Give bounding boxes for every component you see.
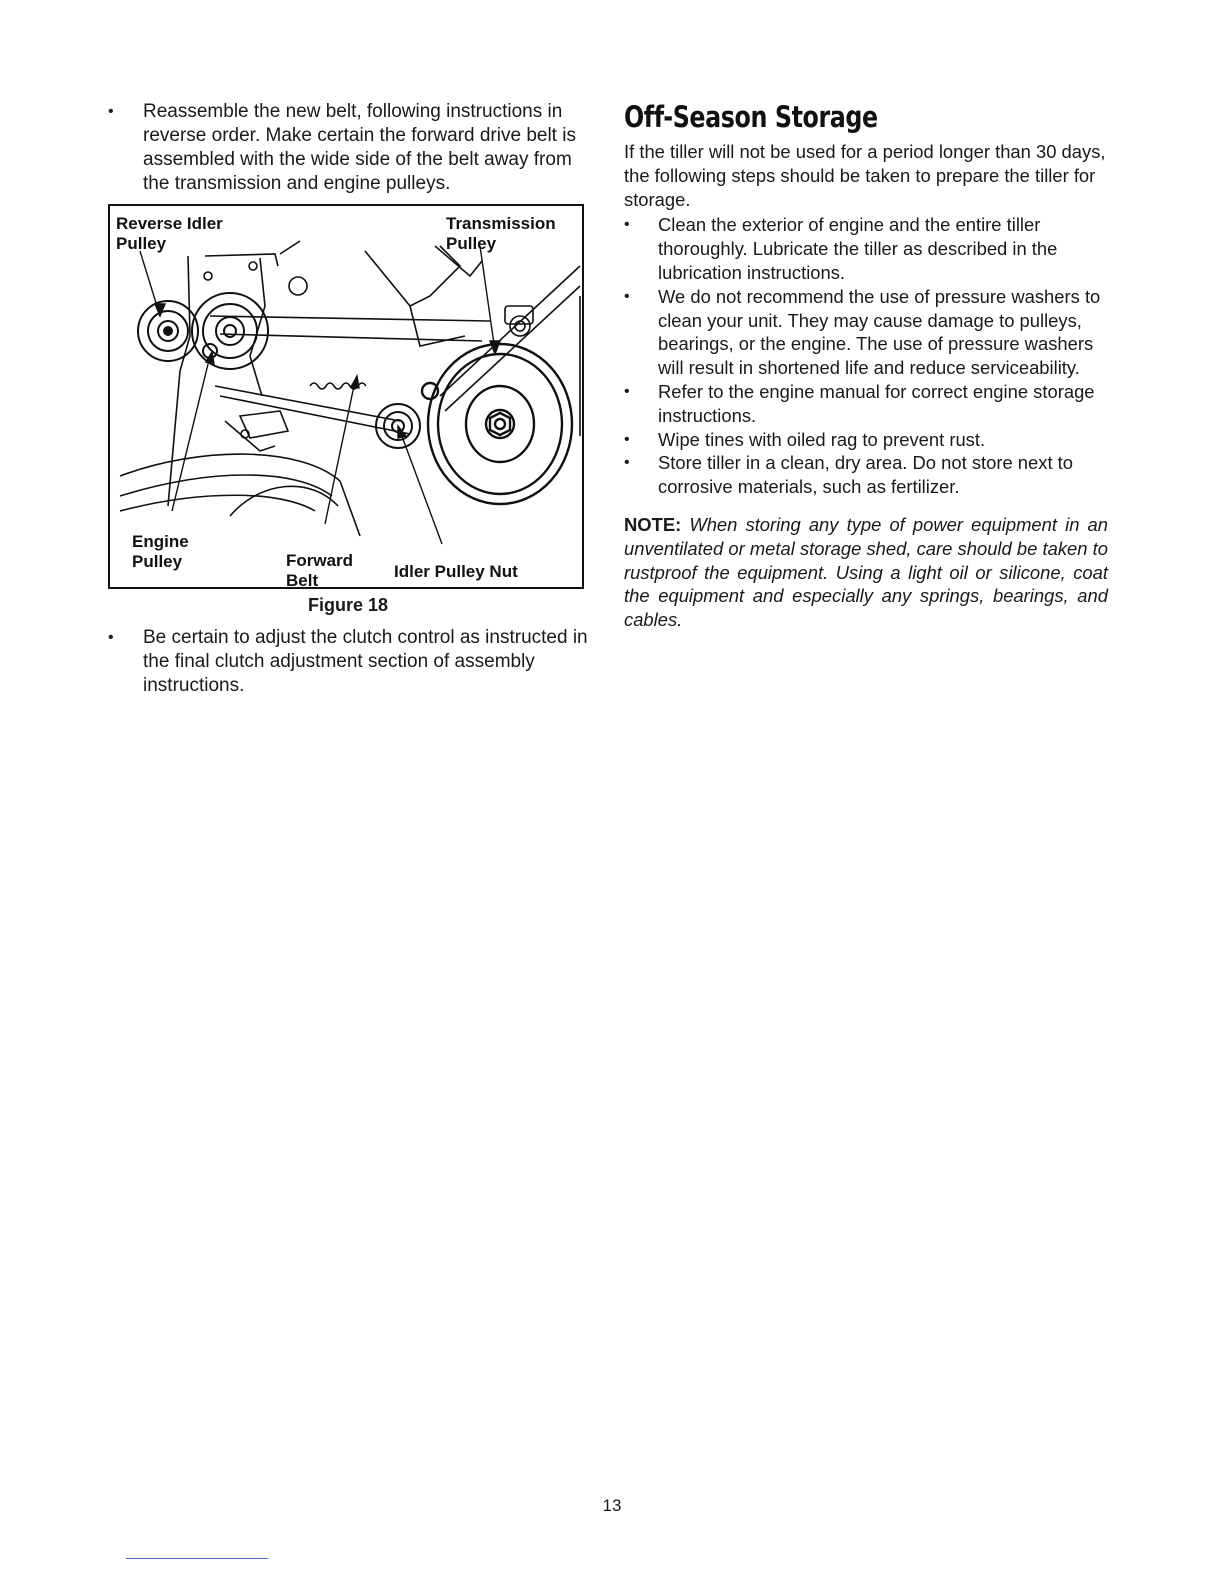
label-line: Transmission xyxy=(446,214,556,233)
storage-step: • Store tiller in a clean, dry area. Do not store next to corrosive materials, such as fertilizer. xyxy=(624,451,1108,499)
transmission-pulley xyxy=(422,344,572,504)
label-line: Engine xyxy=(132,532,189,551)
storage-intro: If the tiller will not be used for a period longer than 30 days, the following steps should be taken to prepare the tiller for storage. xyxy=(624,141,1106,210)
left-bullets-top xyxy=(108,100,588,196)
storage-note xyxy=(624,513,1108,632)
label-line: Pulley xyxy=(116,234,167,253)
label-line: Pulley xyxy=(132,552,183,571)
left-column xyxy=(108,100,588,698)
label-engine-pulley xyxy=(132,532,189,572)
reassemble-belt-step: • Reassemble the new belt, following instructions in reverse order. Make certain the forward drive belt is assembled with the wide side of the belt away from the transmission and engine pulleys. xyxy=(108,100,588,196)
label-reverse-idler-pulley xyxy=(116,214,223,254)
label-idler-pulley-nut: Idler Pulley Nut xyxy=(394,562,518,581)
right-column xyxy=(624,100,1108,650)
section-title: Off-Season Storage xyxy=(624,100,878,134)
note-text: When storing any type of power equipment in an unventilated or metal storage shed, care should be taken to rustproof the equipment. Using a light oil or silicone, coat the equipment and especially any springs, bearings, and cables. xyxy=(624,513,1108,631)
footer-rule xyxy=(126,1558,268,1559)
note-label: NOTE: xyxy=(624,513,682,535)
clutch-adjust-step: • Be certain to adjust the clutch control as instructed in the final clutch adjustment section of assembly instructions. xyxy=(108,626,588,698)
label-forward-belt xyxy=(286,551,353,589)
left-bullets-bottom xyxy=(108,626,588,698)
engine-pulley xyxy=(192,293,268,369)
label-line: Forward xyxy=(286,551,354,570)
figure-18-diagram xyxy=(108,204,584,589)
label-line: Belt xyxy=(286,571,319,589)
storage-step: • Wipe tines with oiled rag to prevent rust. xyxy=(624,428,1108,452)
figure-caption: Figure 18 xyxy=(307,595,389,615)
storage-step: • Clean the exterior of engine and the entire tiller thoroughly. Lubricate the tiller as described in the lubrication instructions. xyxy=(624,213,1108,284)
label-transmission-pulley xyxy=(446,214,556,254)
storage-step: • We do not recommend the use of pressure washers to clean your unit. They may cause damage to pulleys, bearings, or the engine. The use of pressure washers will result in shortened life and reduce serviceability. xyxy=(624,285,1108,380)
storage-steps xyxy=(624,213,1108,499)
label-line: Reverse Idler xyxy=(116,214,223,233)
reverse-idler-pulley xyxy=(138,301,198,361)
storage-step: • Refer to the engine manual for correct engine storage instructions. xyxy=(624,380,1108,428)
page-number: 13 xyxy=(602,1496,622,1515)
label-line: Pulley xyxy=(446,234,497,253)
